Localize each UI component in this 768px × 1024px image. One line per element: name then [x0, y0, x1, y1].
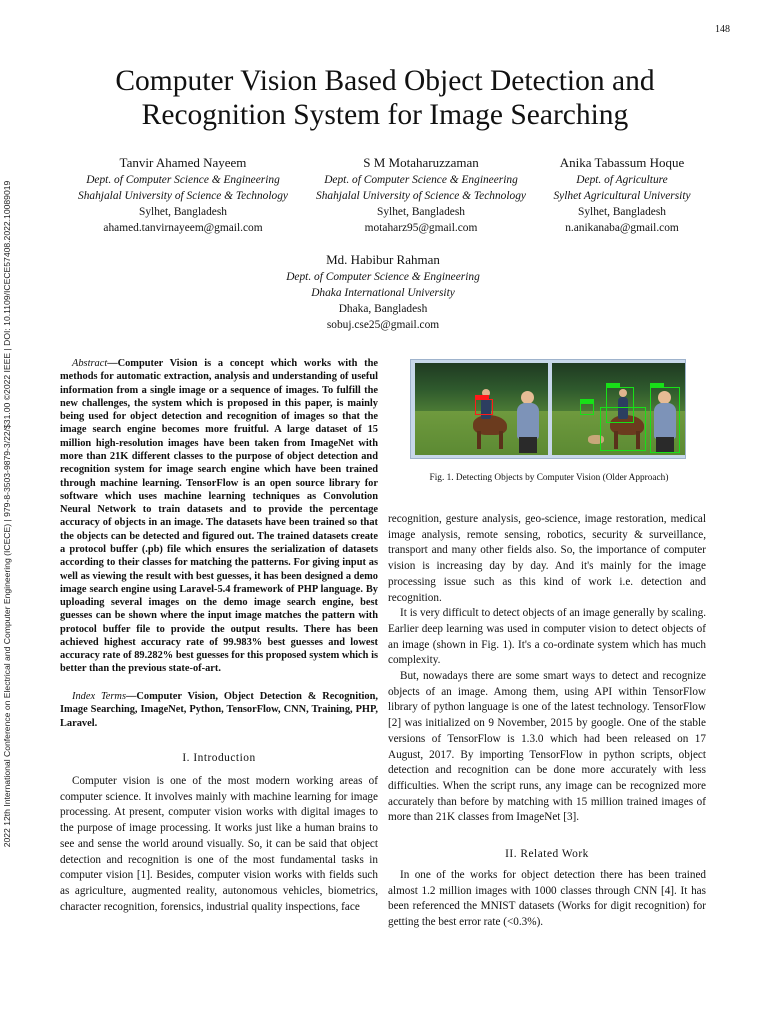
author-dept: Dept. of Agriculture: [576, 174, 668, 186]
author-email: motaharz95@gmail.com: [364, 222, 478, 234]
abstract-text: —Computer Vision is a concept which works with the methods for automatic extraction, analysis and understanding of useful information from a single image or a sequence of images. To fulfill the new challenges, the system which is proposed in this paper, is mainly being used for object detection and recognition of images so that the image search engine becomes more fruitful. A large dataset of 15 million high-resolution images have been taken from ImageNet with more than 21K different classes to the purpose of object detection and recognition system for image search engine which have been trained through machine learning. TensorFlow is an open source library for software which uses machine learning techniques as Convolution Neural Network to train datasets and to provide the percentage accuracy of objects in an image. The datasets have been trained so that the objects can be detected and figured out. The trained datasets create a protocol buffer (.pb) file which ensures the serialization of datasets according to their classes for matching the patterns. For giving input as well as viewing the result with best guesses, it has been designed a demo image search engine using Laravel-5.4 framework of PHP language. By uploading several images on the demo image search engine, best guesses can be shown where the input image matches the pattern with protocol buffer file to provide the output results. There has been achieved highest accuracy rate of 99.983% best guesses and lowest accuracy rate of 89.282% best guesses for this proposed system which is better than the previous state-of-art.: [60, 358, 378, 675]
abstract-label: Abstract: [72, 358, 108, 369]
author-block-4: [258, 251, 508, 333]
doi-side-note: 2022 12th International Conference on Electrical and Computer Engineering (ICECE) | 979-8-3503-9879-3/22/$31.00 ©2022 IEEE | DOI: 10.1109/ICECE57408.2022.10089019: [2, 180, 12, 848]
author-university: Dhaka International University: [311, 287, 455, 299]
paragraph: It is very difficult to detect objects of an image generally by scaling. Earlier deep learning was used in computer vision to detect objects of an image (shown in Fig. 1). It's a co-ordinate system which has much complexity.: [388, 607, 706, 667]
author-dept: Dept. of Computer Science & Engineering: [324, 174, 518, 186]
index-terms-label: Index Terms: [72, 691, 126, 702]
figure-photo-original: [415, 363, 548, 455]
author-city: Sylhet, Bangladesh: [578, 206, 666, 218]
author-dept: Dept. of Computer Science & Engineering: [286, 271, 480, 283]
author-university: Sylhet Agricultural University: [553, 190, 691, 202]
introduction-body: [60, 774, 378, 915]
section-heading-related-work: II. Related Work: [505, 848, 589, 860]
author-city: Sylhet, Bangladesh: [139, 206, 227, 218]
detection-box: [600, 407, 646, 451]
section-heading-introduction: I. Introduction: [182, 752, 256, 764]
author-city: Dhaka, Bangladesh: [338, 303, 428, 315]
author-name: S M Motaharuzzaman: [363, 155, 479, 170]
author-email: n.anikanaba@gmail.com: [565, 222, 679, 234]
paragraph: In one of the works for object detection there has been trained almost 1.2 million images with 1000 classes through CNN [4]. It has been referenced the MNIST datasets (Works for digit recognition) for getting the best error rate (<0.3%).: [388, 869, 706, 929]
paragraph: Computer vision is one of the most modern working areas of computer science. It involves mainly with machine learning for image processing. At present, computer vision works with digital images to the purpose of image processing. It works just like a human brains to see and sense the world around visually. So, it can be said that object detection and recognition is one of the most fundamental tasks in computer vision [1]. Besides, computer vision works with fields such as agriculture, augmented reality, autonomous vehicles, biometrics, character recognition, forensics, industrial quality inspections, face: [60, 775, 378, 913]
author-email: sobuj.cse25@gmail.com: [326, 319, 440, 331]
detection-label: [606, 383, 620, 388]
paragraph: recognition, gesture analysis, geo-science, image restoration, medical image analysis, remote sensing, robotics, security & surveillance, transport and many other fields also. So, the importance of computer vision is increasing day by day. And it's mainly for the image processing issue such as this kind of work i.e. detection and recognition.: [388, 513, 706, 604]
detection-box: [475, 399, 493, 415]
author-city: Sylhet, Bangladesh: [377, 206, 465, 218]
figure-photo-detected: [552, 363, 685, 455]
figure-caption: Fig. 1. Detecting Objects by Computer Vision (Older Approach): [429, 473, 669, 483]
author-email: ahamed.tanvirnayeem@gmail.com: [103, 222, 263, 234]
author-block-1: [58, 154, 308, 236]
related-work-body: [388, 868, 706, 931]
author-dept: Dept. of Computer Science & Engineering: [86, 174, 280, 186]
author-university: Shahjalal University of Science & Technology: [316, 190, 526, 202]
index-terms: [60, 690, 378, 730]
author-name: Tanvir Ahamed Nayeem: [119, 155, 247, 170]
author-name: Md. Habibur Rahman: [326, 252, 440, 267]
paragraph: But, nowadays there are some smart ways to detect and recognize objects of an image. Among them, using API within TensorFlow library of python language is one of the latest technology. TensorFlow [2] was initialized on 9 November, 2015 by google. One of the stable versions of TensorFlow is 1.3.0 which had been released on 17 August, 2017. By importing TensorFlow in python scripts, object detection and recognition can be done more accurately with less difficulties. When the script runs, any image can be recognized more accurately than before by matching with 15 million trained images of more than 21K classes from ImageNet [3].: [388, 670, 706, 824]
detection-label: [650, 383, 664, 388]
paper-title: Computer Vision Based Object Detection and Recognition System for Image Searching: [115, 65, 655, 131]
author-block-2: [296, 154, 546, 236]
author-name: Anika Tabassum Hoque: [559, 155, 685, 170]
index-terms-text: —Computer Vision, Object Detection & Recognition, Image Searching, ImageNet, Python, TensorFlow, CNN, Training, PHP, Laravel.: [60, 691, 378, 729]
figure-1: [410, 359, 686, 459]
right-column-body: [388, 512, 706, 826]
page-number: 148: [715, 24, 730, 35]
author-block-3: [530, 154, 714, 236]
detection-label: [580, 399, 594, 404]
author-university: Shahjalal University of Science & Technology: [78, 190, 288, 202]
abstract: [60, 357, 378, 676]
detection-label: [475, 395, 489, 400]
detection-box: [650, 387, 680, 453]
detection-box: [580, 403, 594, 415]
